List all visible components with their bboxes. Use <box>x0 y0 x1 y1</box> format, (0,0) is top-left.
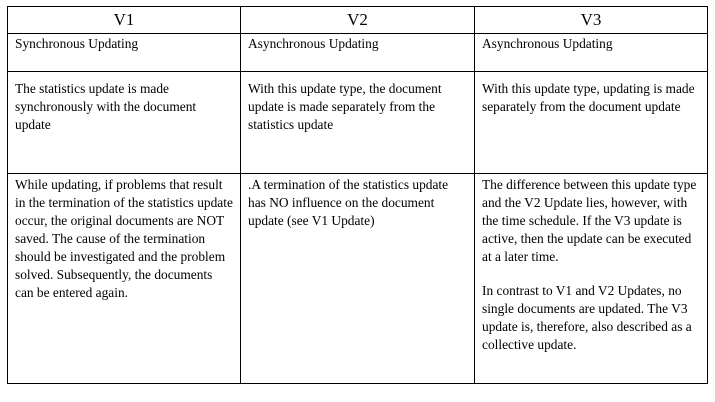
description-v3: With this update type, updating is made separately from the document update <box>475 72 708 174</box>
description-v2: With this update type, the document update is made separately from the statistics update <box>241 72 475 174</box>
notes-v3-paragraph-1: The difference between this update type and the V2 Update lies, however, with the time schedule. If the V3 update is active, then the update can be executed at a later time. <box>482 177 697 264</box>
notes-v1: While updating, if problems that result in the termination of the statistics update occur, the original documents are NOT saved. The cause of the termination should be investigated and the problem solved. Subsequently, the documents can be entered again. <box>8 174 241 384</box>
notes-v3-paragraph-2: In contrast to V1 and V2 Updates, no single documents are updated. The V3 update is, therefore, also described as a collective update. <box>482 283 692 352</box>
notes-v3 <box>475 174 708 384</box>
description-row <box>8 72 708 174</box>
header-v1: V1 <box>8 7 241 34</box>
header-v2: V2 <box>241 7 475 34</box>
notes-row <box>8 174 708 384</box>
update-type-v2: Asynchronous Updating <box>241 34 475 72</box>
header-v3: V3 <box>475 7 708 34</box>
header-row <box>8 7 708 34</box>
update-type-row <box>8 34 708 72</box>
description-v1: The statistics update is made synchronously with the document update <box>8 72 241 174</box>
update-type-v1: Synchronous Updating <box>8 34 241 72</box>
update-types-table <box>7 6 708 384</box>
notes-v2: .A termination of the statistics update has NO influence on the document update (see V1 Update) <box>241 174 475 384</box>
update-type-v3: Asynchronous Updating <box>475 34 708 72</box>
